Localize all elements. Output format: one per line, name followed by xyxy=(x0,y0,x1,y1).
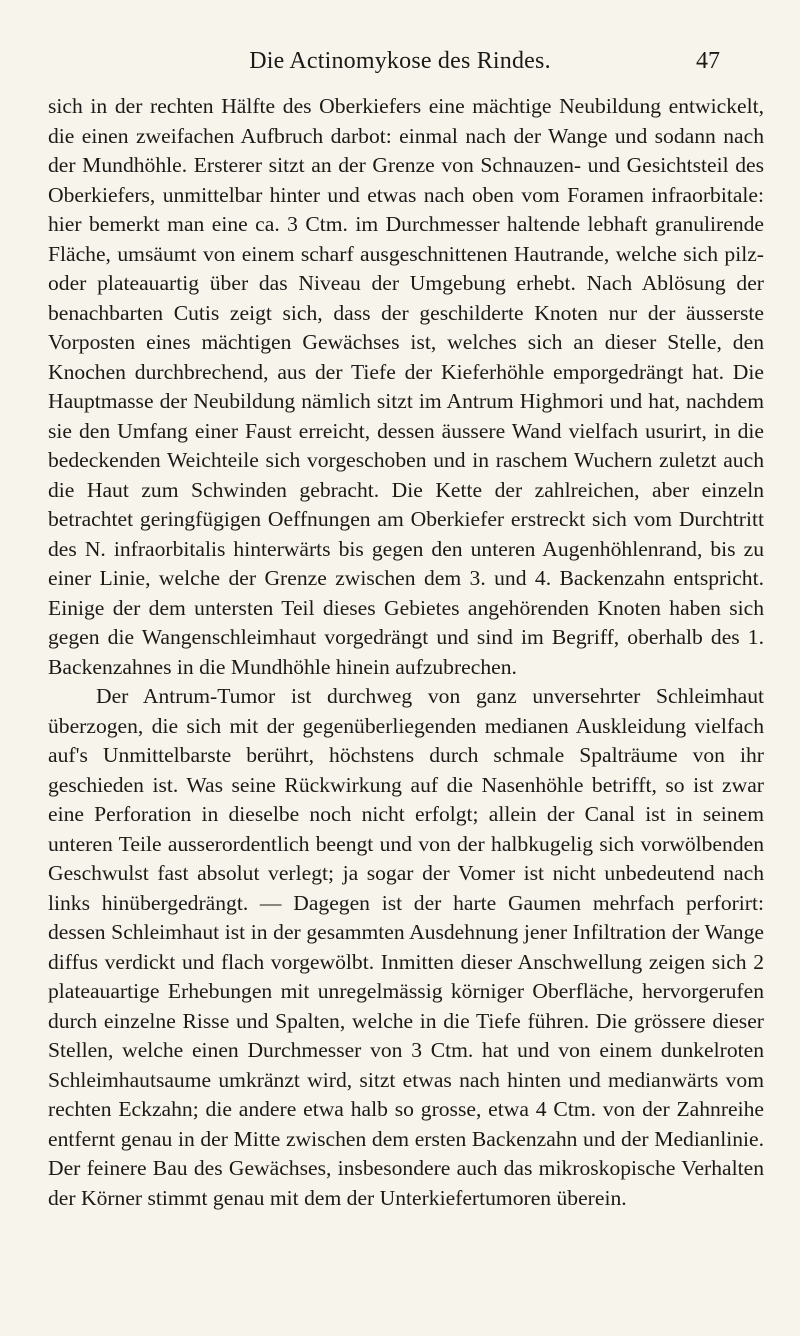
paragraph-2: Der Antrum-Tumor ist durchweg von ganz unversehrter Schleimhaut überzogen, die sich mit der gegenüberliegenden medianen Auskleidung vielfach auf's Unmittelbarste berührt, höchstens durch schmale Spalträume von ihr geschieden ist. Was seine Rückwirkung auf die Nasenhöhle betrifft, so ist zwar eine Perforation in dieselbe noch nicht erfolgt; allein der Canal ist in seinem unteren Teile ausserordentlich beengt und von der halbkugelig sich vorwölbenden Geschwulst fast absolut verlegt; ja sogar der Vomer ist nicht unbedeutend nach links hinübergedrängt. — Dagegen ist der harte Gaumen mehrfach perforirt: dessen Schleimhaut ist in der gesammten Ausdehnung jener Infiltration der Wange diffus verdickt und flach vorgewölbt. Inmitten dieser Anschwellung zeigen sich 2 plateauartige Erhebungen mit unregelmässig körniger Oberfläche, hervorgerufen durch einzelne Risse und Spalten, welche in die Tiefe führen. Die grössere dieser Stellen, welche einen Durchmesser von 3 Ctm. hat und von einem dunkelroten Schleimhautsaume umkränzt wird, sitzt etwas nach hinten und medianwärts vom rechten Eckzahn; die andere etwa halb so grosse, etwa 4 Ctm. von der Zahnreihe entfernt genau in der Mitte zwischen dem ersten Backenzahn und der Medianlinie. Der feinere Bau des Gewächses, insbesondere auch das mikroskopische Verhalten der Körner stimmt genau mit dem der Unterkiefertumoren überein. xyxy=(48,684,764,1210)
body-text xyxy=(48,92,764,1213)
running-title: Die Actinomykose des Rindes. xyxy=(249,48,551,74)
running-header xyxy=(0,46,800,76)
paragraph-1: sich in der rechten Hälfte des Oberkiefers eine mächtige Neubildung entwickelt, die einen zweifachen Aufbruch darbot: einmal nach der Wange und sodann nach der Mundhöhle. Ersterer sitzt an der Grenze von Schnauzen- und Gesichtsteil des Oberkiefers, unmittelbar hinter und etwas nach oben vom Foramen infraorbitale: hier bemerkt man eine ca. 3 Ctm. im Durchmesser haltende lebhaft granulirende Fläche, umsäumt von einem scharf ausgeschnittenen Hautrande, welche sich pilz- oder plateauartig über das Niveau der Umgebung erhebt. Nach Ablösung der benachbarten Cutis zeigt sich, dass der geschilderte Knoten nur der äusserste Vorposten eines mächtigen Gewächses ist, welches sich an dieser Stelle, den Knochen durchbrechend, aus der Tiefe der Kieferhöhle emporgedrängt hat. Die Hauptmasse der Neubildung nämlich sitzt im Antrum Highmori und hat, nachdem sie den Umfang einer Faust erreicht, dessen äussere Wand vielfach usurirt, in die bedeckenden Weichteile sich vorgeschoben und in raschem Wuchern zuletzt auch die Haut zum Schwinden gebracht. Die Kette der zahlreichen, aber einzeln betrachtet geringfügigen Oeffnungen am Oberkiefer erstreckt sich vom Durchtritt des N. infraorbitalis hinterwärts bis gegen den unteren Augenhöhlenrand, bis zu einer Linie, welche der Grenze zwischen dem 3. und 4. Backenzahn entspricht. Einige der dem untersten Teil dieses Gebietes angehörenden Knoten haben sich gegen die Wangenschleimhaut vorgedrängt und sind im Begriff, oberhalb des 1. Backenzahnes in die Mundhöhle hinein aufzubrechen. xyxy=(48,94,764,679)
page-number: 47 xyxy=(696,48,720,74)
